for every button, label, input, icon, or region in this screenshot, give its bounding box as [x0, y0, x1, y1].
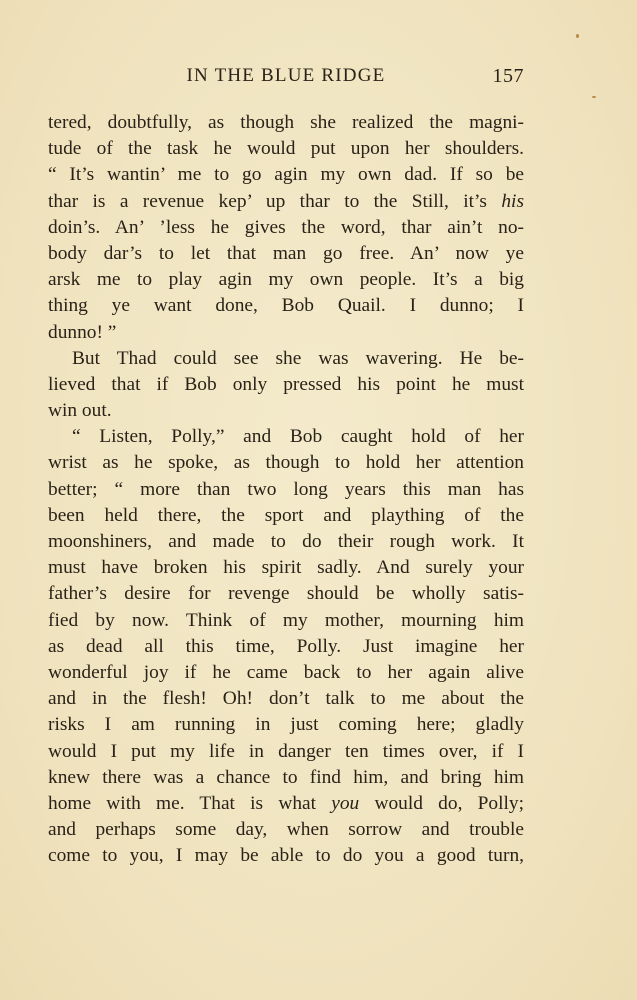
text-line: come to you, I may be able to do you a good turn,	[48, 845, 524, 867]
text-line: wrist as he spoke, as though to hold her attention	[48, 452, 524, 474]
text-line: “ It’s wantin’ me to go agin my own dad. If so be	[48, 164, 524, 186]
text-line: knew there was a chance to find him, and bring him	[48, 766, 524, 788]
emphasized-word: you	[331, 792, 360, 814]
text-line: father’s desire for revenge should be wholly satis-	[48, 583, 524, 605]
running-head	[48, 62, 524, 90]
text-line: body dar’s to let that man go free. An’ now ye	[48, 242, 524, 264]
text-line: doin’s. An’ ’less he gives the word, thar ain’t no-	[48, 216, 524, 238]
text-line: wonderful joy if he came back to her again alive	[48, 661, 524, 683]
text-line: would I put my life in danger ten times over, if I	[48, 740, 524, 762]
text-line: fied by now. Think of my mother, mourning him	[48, 609, 524, 631]
text-segment: home with me. That is what	[48, 792, 332, 814]
text-segment: would do, Polly;	[359, 792, 524, 814]
text-line: and perhaps some day, when sorrow and trouble	[48, 819, 524, 841]
text-line: thing ye want done, Bob Quail. I dunno; I	[48, 295, 524, 317]
text-line: arsk me to play agin my own people. It’s a big	[48, 269, 524, 291]
paper-speck	[592, 96, 596, 98]
text-segment: thar is a revenue kep’ up thar to the Still, it’s	[48, 190, 502, 212]
paper-speck	[576, 34, 579, 38]
text-line: must have broken his spirit sadly. And surely your	[48, 557, 524, 579]
text-line: “ Listen, Polly,” and Bob caught hold of her	[72, 426, 524, 448]
text-line	[48, 791, 524, 817]
text-line: lieved that if Bob only pressed his point he must	[48, 373, 524, 395]
text-line: better; “ more than two long years this man has	[48, 478, 524, 500]
text-line: risks I am running in just coming here; gladly	[48, 714, 524, 736]
text-line: tude of the task he would put upon her shoulders.	[48, 138, 524, 160]
body-text	[48, 110, 524, 869]
page-number: 157	[492, 65, 524, 87]
text-line: as dead all this time, Polly. Just imagine her	[48, 635, 524, 657]
text-line: dunno! ”	[48, 321, 117, 343]
text-line	[48, 189, 524, 215]
text-line: moonshiners, and made to do their rough work. It	[48, 531, 524, 552]
running-title: IN THE BLUE RIDGE	[186, 65, 386, 86]
text-line: and in the flesh! Oh! don’t talk to me about the	[48, 688, 524, 710]
text-line: tered, doubtfully, as though she realized the magni-	[48, 112, 524, 133]
text-line: been held there, the sport and plaything of the	[48, 504, 524, 526]
emphasized-word: his	[501, 190, 524, 212]
text-line: win out.	[48, 400, 112, 422]
text-line: But Thad could see she was wavering. He be-	[72, 347, 524, 369]
